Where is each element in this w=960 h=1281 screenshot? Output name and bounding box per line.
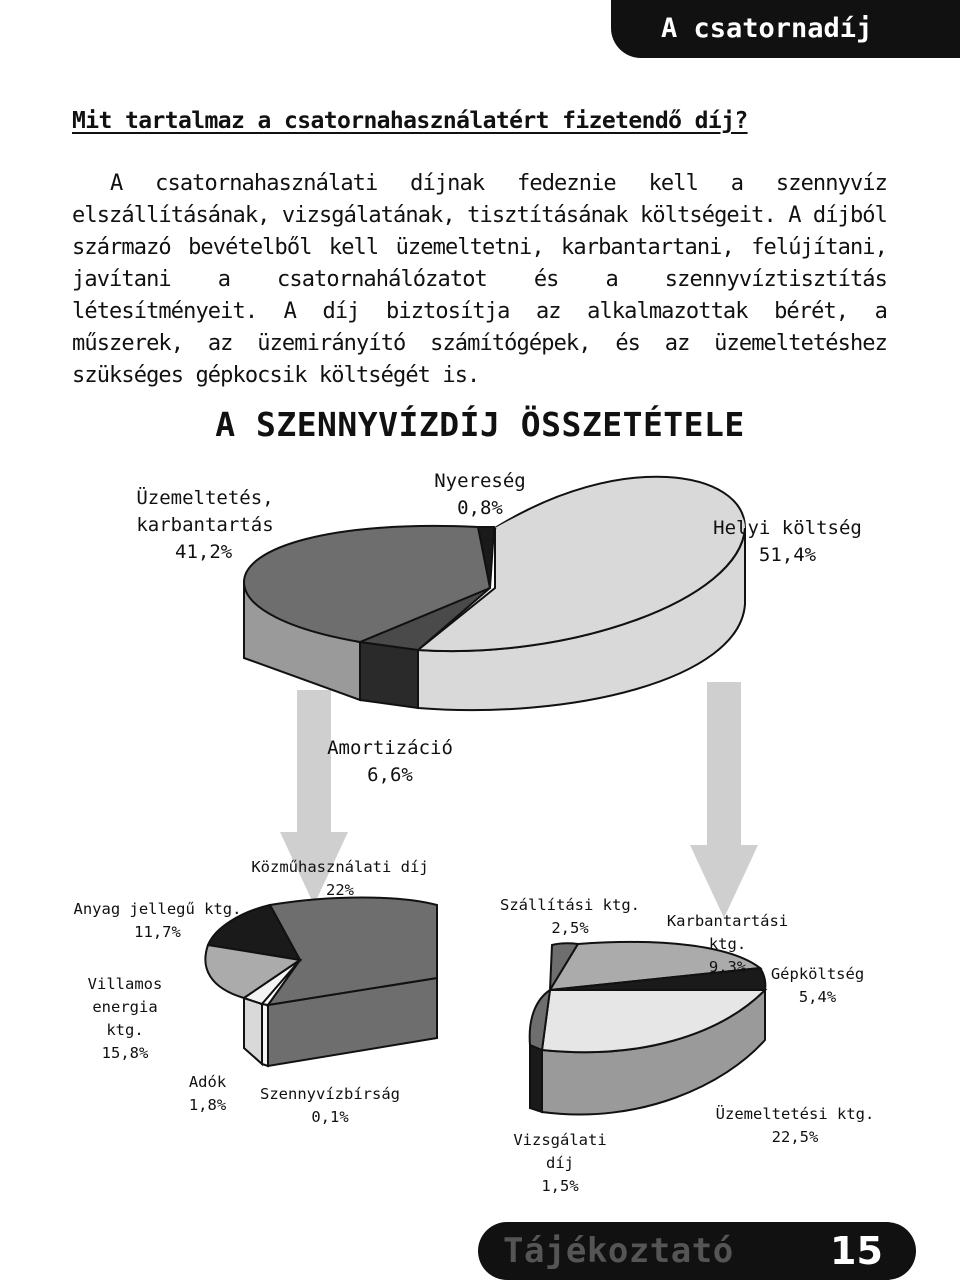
right-side-vizsgalati: [530, 1045, 542, 1112]
slice-side-amortizacio: [360, 642, 418, 708]
label-villamos: Villamos energia ktg. 15,8%: [87, 975, 163, 1062]
article-paragraph: A csatornahasználati díjnak fedeznie kell a szennyvíz elszállításának, vizsgálatának, tisztításának költségeit. A díjból származó bevételből kell üzemeltetni, karbantartani, felújítani, javítani a csatornahálózatot és a szennyvíztisztítás létesítményeit. A díj biztosítja az alkalmazottak bérét, a műszerek, az üzemirányító számítógépek, és az üzemeltetéshez szükséges gépkocsik költségét is.: [72, 171, 887, 388]
label-vizsgalati: Vizsgálati díj 1,5%: [513, 1131, 607, 1195]
page-number: 15: [830, 1229, 883, 1273]
label-szallitasi: Szállítási ktg. 2,5%: [500, 896, 640, 937]
right-arrow: [690, 682, 758, 918]
label-karbantartasi: Karbantartási ktg. 9,3%: [666, 912, 789, 976]
section-title: A csatornadíj: [661, 13, 873, 44]
publication-title: Tájékoztató: [503, 1231, 734, 1271]
label-kozmu: Közműhasználati díj 22%: [251, 858, 429, 899]
label-uzemeltetes: Üzemeltetés, karbantartás 41,2%: [136, 487, 274, 563]
label-uzemeltetesi: Üzemeltetési ktg. 22,5%: [715, 1105, 875, 1146]
left-side-villamos: [244, 998, 262, 1064]
label-amortizacio: Amortizáció 6,6%: [327, 737, 453, 786]
article-heading: Mit tartalmaz a csatornahasználatért fizetendő díj?: [72, 108, 748, 134]
main-chart-title: A SZENNYVÍZDÍJ ÖSSZETÉTELE: [215, 405, 745, 444]
label-adok: Adók 1,8%: [188, 1073, 227, 1114]
label-birsag: Szennyvízbírság 0,1%: [260, 1085, 400, 1126]
label-gepkoltseg: Gépköltség 5,4%: [770, 965, 865, 1006]
label-anyag: Anyag jellegű ktg. 11,7%: [73, 900, 242, 941]
label-helyi: Helyi költség 51,4%: [713, 517, 862, 566]
label-nyereseg: Nyereség 0,8%: [434, 470, 526, 519]
